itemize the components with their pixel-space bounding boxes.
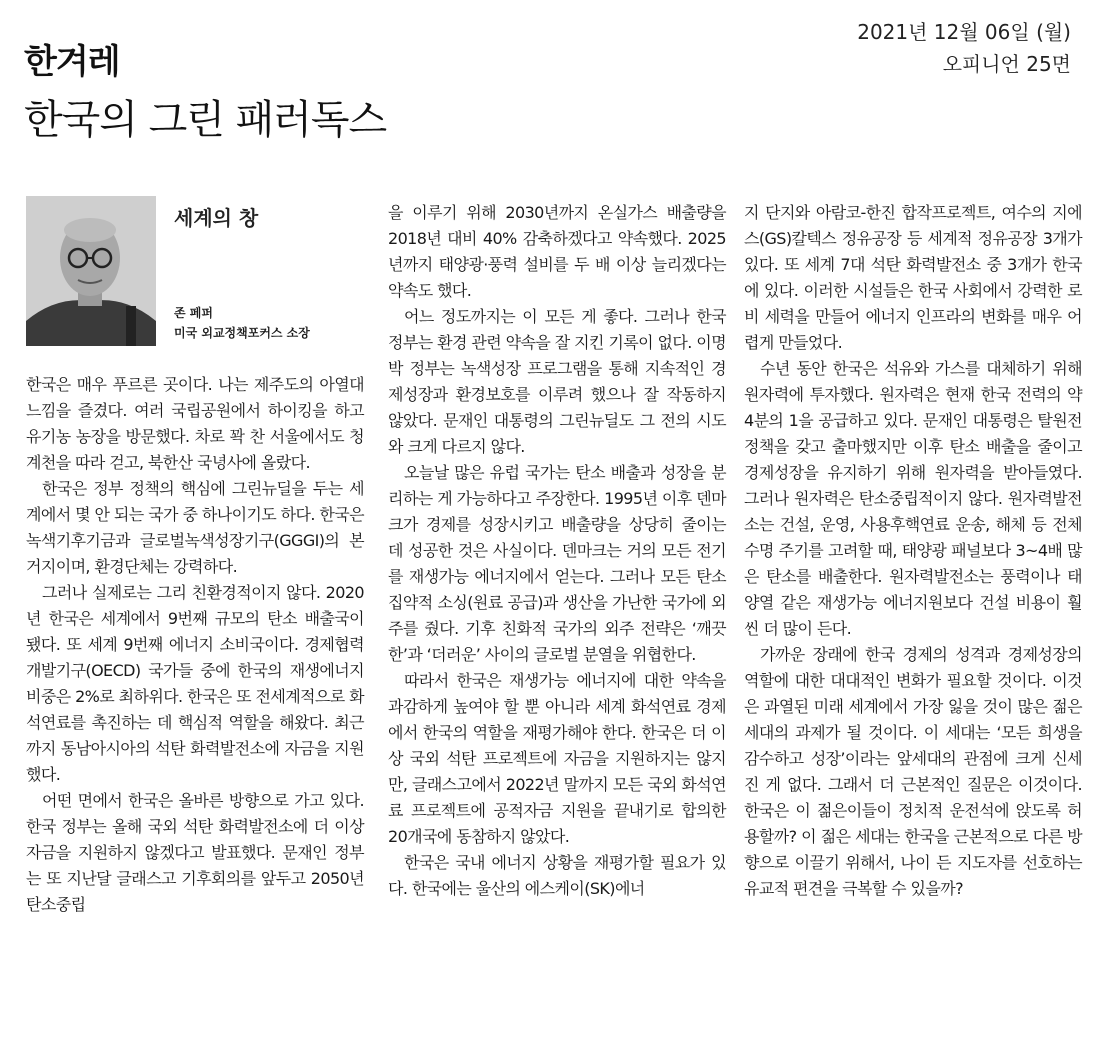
paragraph: 한국은 매우 푸르른 곳이다. 나는 제주도의 아열대 느낌을 즐겼다. 여러 국립공원에서 하이킹을 하고 유기농 농장을 방문했다. 차로 꽉 찬 서울에서도 청계천을 따라 걷고, 북한산 국녕사에 올랐다.	[26, 375, 364, 472]
paragraph: 수년 동안 한국은 석유와 가스를 대체하기 위해 원자력에 투자했다. 원자력은 현재 한국 전력의 약 4분의 1을 공급하고 있다. 문재인 대통령은 탈원전 정책을 갖고 출마했지만 이후 탄소 배출을 줄이고 경제성장을 유지하기 위해 원자력을 받아들였다. 그러나 원자력은 탄소중립적이지 않다. 원자력발전소는 건설, 운영, 사용후핵연료 운송, 해체 등 전체 수명 주기를 고려할 때, 태양광 패널보다 3~4배 많은 탄소를 배출한다. 원자력발전소는 풍력이나 태양열 같은 재생가능 에너지원보다 건설 비용이 훨씬 더 많이 든다.	[744, 359, 1082, 638]
author-name: 존 페퍼	[174, 306, 213, 320]
paragraph: 을 이루기 위해 2030년까지 온실가스 배출량을 2018년 대비 40% 감축하겠다고 약속했다. 2025년까지 태양광·풍력 설비를 두 배 이상 늘리겠다는 약속도 했다.	[388, 203, 726, 300]
article-column-3	[744, 200, 1082, 902]
byline-box	[26, 196, 376, 346]
section-page: 오피니언 25면	[942, 52, 1071, 76]
paragraph: 따라서 한국은 재생가능 에너지에 대한 약속을 과감하게 높여야 할 뿐 아니라 세계 화석연료 경제에서 한국의 역할을 재평가해야 한다. 한국은 더 이상 국외 석탄 프로젝트에 자금을 지원하지는 않지만, 글래스고에서 2022년 말까지 모든 국외 화석연료 프로젝트에 공적자금 지원을 끝내기로 합의한 20개국에 동참하지 않았다.	[388, 671, 726, 846]
column-name: 세계의 창	[174, 206, 259, 230]
paragraph: 가까운 장래에 한국 경제의 성격과 경제성장의 역할에 대한 대대적인 변화가 필요할 것이다. 이것은 과열된 미래 세계에서 가장 잃을 것이 많은 젊은 세대의 과제가 될 것이다. 이 세대는 ‘모든 희생을 감수하고 성장’이라는 앞세대의 관점에 크게 신세 진 게 없다. 그래서 더 근본적인 질문은 이것이다. 한국은 이 젊은이들이 정치적 운전석에 앉도록 허용할까? 이 젊은 세대는 한국을 근본적으로 다른 방향으로 이끌기 위해서, 나이 든 지도자를 선호하는 유교적 편견을 극복할 수 있을까?	[744, 645, 1082, 898]
author-photo	[26, 196, 156, 346]
paragraph: 오늘날 많은 유럽 국가는 탄소 배출과 성장을 분리하는 게 가능하다고 주장한다. 1995년 이후 덴마크가 경제를 성장시키고 배출량을 상당히 줄이는 데 성공한 것은 사실이다. 덴마크는 거의 모든 전기를 재생가능 에너지에서 얻는다. 그러나 모든 탄소 집약적 소싱(원료 공급)과 생산을 가난한 국가에 외주를 줬다. 기후 친화적 국가의 외주 전략은 ‘깨끗한’과 ‘더러운’ 사이의 글로벌 분열을 위협한다.	[388, 463, 726, 664]
paragraph: 어떤 면에서 한국은 올바른 방향으로 가고 있다. 한국 정부는 올해 국외 석탄 화력발전소에 더 이상 자금을 지원하지 않겠다고 발표했다. 문재인 정부는 또 지난달 글래스고 기후회의를 앞두고 2050년 탄소중립	[26, 791, 364, 914]
article-column-2	[388, 200, 726, 902]
paragraph: 어느 정도까지는 이 모든 게 좋다. 그러나 한국 정부는 환경 관련 약속을 잘 지킨 기록이 없다. 이명박 정부는 녹색성장 프로그램을 통해 지속적인 경제성장과 환경보호를 이루려 했으나 잘 작동하지 않았다. 문재인 대통령의 그린뉴딜도 그 전의 시도와 크게 다르지 않다.	[388, 307, 726, 456]
author-title: 미국 외교정책포커스 소장	[174, 326, 310, 340]
paragraph: 그러나 실제로는 그리 친환경적이지 않다. 2020년 한국은 세계에서 9번째 규모의 탄소 배출국이 됐다. 또 세계 9번째 에너지 소비국이다. 경제협력개발기구(OECD) 국가들 중에 한국의 재생에너지 비중은 2%로 최하위다. 한국은 또 전세계적으로 화석연료를 촉진하는 데 핵심적 역할을 해왔다. 최근까지 동남아시아의 석탄 화력발전소에 자금을 지원했다.	[26, 583, 364, 784]
publication-date: 2021년 12월 06일 (월)	[857, 20, 1071, 44]
newspaper-logo: 한겨레	[24, 42, 120, 82]
publication-info	[857, 16, 1071, 80]
paragraph: 지 단지와 아람코-한진 합작프로젝트, 여수의 지에스(GS)칼텍스 정유공장 등 세계적 정유공장 3개가 있다. 또 세계 7대 석탄 화력발전소 중 3개가 한국에 있다. 이러한 시설들은 한국 사회에서 강력한 로비 세력을 만들어 에너지 인프라의 변화를 매우 어렵게 만들었다.	[744, 203, 1082, 352]
author-portrait-image	[26, 196, 156, 346]
paragraph: 한국은 국내 에너지 상황을 재평가할 필요가 있다. 한국에는 울산의 에스케이(SK)에너	[388, 853, 726, 898]
paragraph: 한국은 정부 정책의 핵심에 그린뉴딜을 두는 세계에서 몇 안 되는 국가 중 하나이기도 하다. 한국은 녹색기후기금과 글로벌녹색성장기구(GGGI)의 본거지이며, 환경단체는 강력하다.	[26, 479, 364, 576]
article-column-1	[26, 372, 364, 918]
article-headline: 한국의 그린 패러독스	[24, 97, 387, 143]
